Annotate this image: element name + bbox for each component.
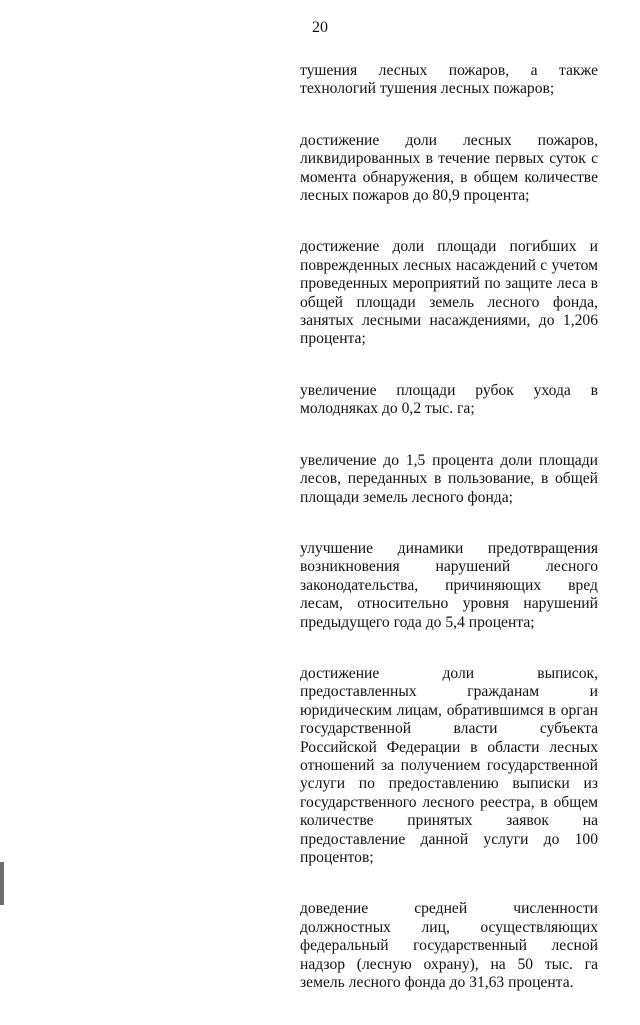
scan-edge-mark: [0, 862, 4, 905]
paragraph-thinning-area: увеличение площади рубок ухода в молодняках до 0,2 тыс. га;: [300, 381, 598, 418]
paragraph-violations-dynamics: улучшение динамики предотвращения возникновения нарушений лесного законодательства, причиняющих вред лесам, относительно уровня нарушений предыдущего года до 5,4 процента;: [300, 539, 598, 631]
paragraph-registry-extracts: достижение доли выписок, предоставленных гражданам и юридическим лицам, обратившимся в орган государственной власти субъекта Российской Федерации в области лесных отношений за получением государственной услуги по предоставлению выписки из государственного лесного реестра, в общем количестве принятых заявок на предоставление данной услуги до 100 процентов;: [300, 664, 598, 866]
page-number: 20: [312, 19, 328, 36]
paragraph-forest-guard-staffing: доведение средней численности должностных лиц, осуществляющих федеральный государственный лесной надзор (лесную охрану), на 50 тыс. га земель лесного фонда до 31,63 процента.: [300, 900, 598, 992]
paragraph-fires-first-day: достижение доли лесных пожаров, ликвидированных в течение первых суток с момента обнаружения, в общем количестве лесных пожаров до 80,9 процента;: [300, 131, 598, 205]
paragraph-damaged-plantings: достижение доли площади погибших и поврежденных лесных насаждений с учетом проведенных мероприятий по защите леса в общей площади земель лесного фонда, занятых лесными насаждениями, до 1,206 процента;: [300, 238, 598, 348]
paragraph-fire-technologies: тушения лесных пожаров, а также технологий тушения лесных пожаров;: [300, 62, 598, 98]
paragraph-forests-in-use: увеличение до 1,5 процента доли площади лесов, переданных в пользование, в общей площади земель лесного фонда;: [300, 451, 598, 506]
document-body: [300, 62, 598, 1025]
